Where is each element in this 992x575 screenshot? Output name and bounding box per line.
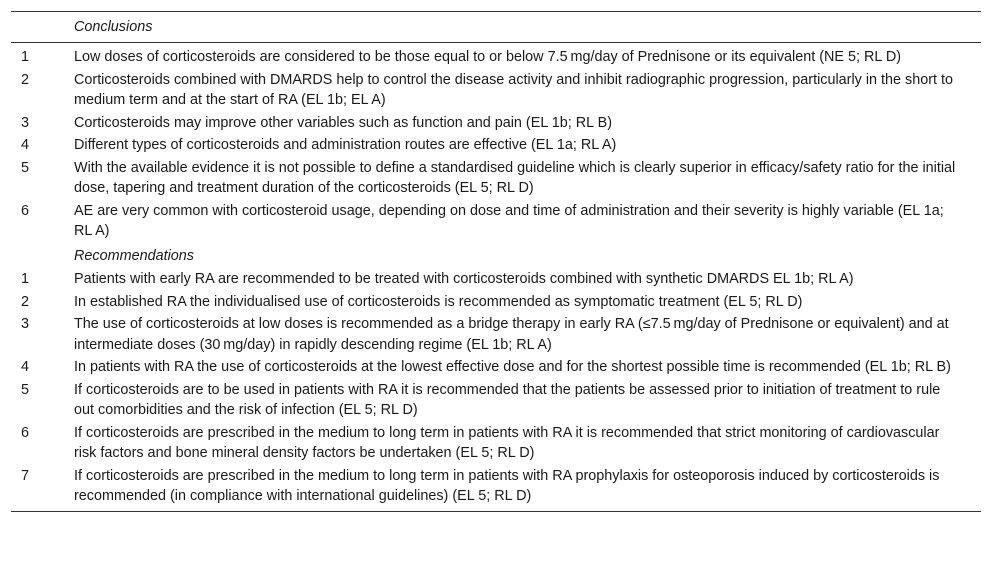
- header-number-cell: [11, 243, 74, 269]
- conclusions-recommendations-table: [11, 11, 981, 512]
- recommendation-number: 5: [21, 381, 30, 398]
- recommendations-section-header: Recommendations: [74, 247, 194, 264]
- recommendation-row: [11, 356, 981, 379]
- conclusions-section-header: Conclusions: [74, 12, 981, 43]
- conclusion-row: [11, 112, 981, 135]
- recommendation-row: [11, 379, 981, 422]
- conclusion-row: [11, 43, 981, 69]
- recommendation-text: If corticosteroids are prescribed in the medium to long term in patients with RA prophylaxis for osteoporosis induced by corticosteroids is recommended (in compliance with international guidelines) (EL 5; RL D): [74, 465, 981, 512]
- conclusions-header-row: [11, 12, 981, 43]
- conclusions-recommendations-table-container: [11, 11, 981, 512]
- conclusion-number: 1: [21, 49, 30, 65]
- conclusion-number: 2: [21, 71, 30, 88]
- recommendation-row: [11, 422, 981, 465]
- recommendation-row: [11, 313, 981, 356]
- conclusion-text: AE are very common with corticosteroid usage, depending on dose and time of administration and their severity is highly variable (EL 1a; RL A): [74, 202, 944, 239]
- conclusion-row: [11, 69, 981, 112]
- recommendation-text: Patients with early RA are recommended to be treated with corticosteroids combined with synthetic DMARDS EL 1b; RL A): [74, 271, 854, 287]
- recommendation-row: [11, 465, 981, 512]
- recommendation-row: [11, 291, 981, 314]
- recommendation-text: In established RA the individualised use of corticosteroids is recommended as symptomatic treatment (EL 5; RL D): [74, 293, 803, 310]
- conclusion-number: 5: [21, 159, 30, 176]
- conclusion-row: [11, 134, 981, 157]
- header-number-cell: [11, 12, 74, 43]
- recommendation-text: If corticosteroids are to be used in patients with RA it is recommended that the patients be assessed prior to initiation of treatment to rule out comorbidities and the risk of infection (EL 5; RL D): [74, 381, 941, 418]
- recommendation-number: 3: [21, 316, 30, 332]
- conclusion-row: [11, 200, 981, 243]
- recommendation-number: 4: [21, 359, 30, 375]
- conclusion-text: Different types of corticosteroids and administration routes are effective (EL 1a; RL A): [74, 137, 617, 153]
- recommendation-number: 6: [21, 424, 30, 441]
- conclusion-text: Corticosteroids may improve other variables such as function and pain (EL 1b; RL B): [74, 114, 613, 131]
- recommendation-number: 1: [21, 271, 30, 287]
- recommendation-text: In patients with RA the use of corticosteroids at the lowest effective dose and for the shortest possible time is recommended (EL 1b; RL B): [74, 359, 951, 375]
- conclusion-number: 3: [21, 114, 30, 131]
- conclusion-number: 6: [21, 202, 30, 219]
- recommendation-row: [11, 268, 981, 291]
- conclusion-text: Low doses of corticosteroids are considered to be those equal to or below 7.5 mg/day of Prednisone or its equivalent (NE 5; RL D): [74, 49, 902, 65]
- conclusion-number: 4: [21, 137, 30, 153]
- recommendations-header-row: [11, 243, 981, 269]
- recommendation-text: If corticosteroids are prescribed in the medium to long term in patients with RA it is recommended that strict monitoring of cardiovascular risk factors and bone mineral density factors be undertaken (EL 5; RL D): [74, 424, 940, 461]
- conclusion-row: [11, 157, 981, 200]
- conclusion-text: Corticosteroids combined with DMARDS help to control the disease activity and inhibit radiographic progression, particularly in the short to medium term and at the start of RA (EL 1b; EL A): [74, 71, 954, 108]
- recommendation-number: 2: [21, 293, 30, 310]
- conclusion-text: With the available evidence it is not possible to define a standardised guideline which is clearly superior in efficacy/safety ratio for the initial dose, tapering and treatment duration of the corticosteroids (EL 5; RL D): [74, 159, 956, 196]
- recommendation-text: The use of corticosteroids at low doses is recommended as a bridge therapy in early RA (≤7.5 mg/day of Prednisone or equivalent) and at intermediate doses (30 mg/day) in rapidly descending regime (EL 1b; RL A): [74, 316, 949, 353]
- recommendation-number: 7: [11, 465, 74, 512]
